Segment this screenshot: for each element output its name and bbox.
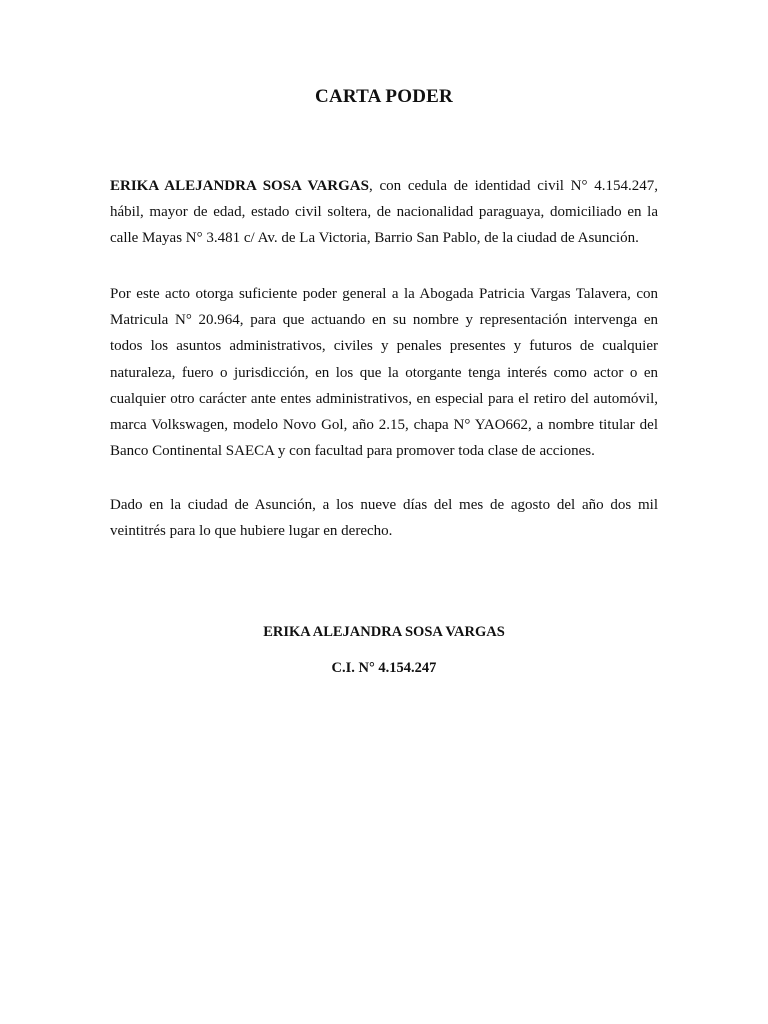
signature-name: ERIKA ALEJANDRA SOSA VARGAS [263, 624, 505, 640]
document-title: CARTA PODER [315, 86, 453, 107]
paragraph-grantor [110, 173, 658, 252]
grantor-name: ERIKA ALEJANDRA SOSA VARGAS [110, 178, 369, 194]
grantor-details: , con cedula de identidad civil N° 4.154.247, hábil, mayor de edad, estado civil soltera, de nacionalidad paraguaya, domiciliado en la calle Mayas N° 3.481 c/ Av. de La Victoria, Barrio San Pablo, de la ciudad de Asunción. [110, 178, 658, 247]
signature-id: C.I. N° 4.154.247 [331, 660, 437, 676]
paragraph-date-place: Dado en la ciudad de Asunción, a los nueve días del mes de agosto del año dos mil veintitrés para lo que hubiere lugar en derecho. [110, 497, 658, 540]
paragraph-power-grant: Por este acto otorga suficiente poder general a la Abogada Patricia Vargas Talavera, con Matricula N° 20.964, para que actuando en su nombre y representación intervenga en todos los asuntos administrativos, civiles y penales presentes y futuros de cualquier naturaleza, fuero o jurisdicción, en los que la otorgante tenga interés como actor o en cualquier otro carácter ante entes administrativos, en especial para el retiro del automóvil, marca Volkswagen, modelo Novo Gol, año 2.15, chapa N° YAO662, a nombre titular del Banco Continental SAECA y con facultad para promover toda clase de acciones. [110, 286, 658, 460]
